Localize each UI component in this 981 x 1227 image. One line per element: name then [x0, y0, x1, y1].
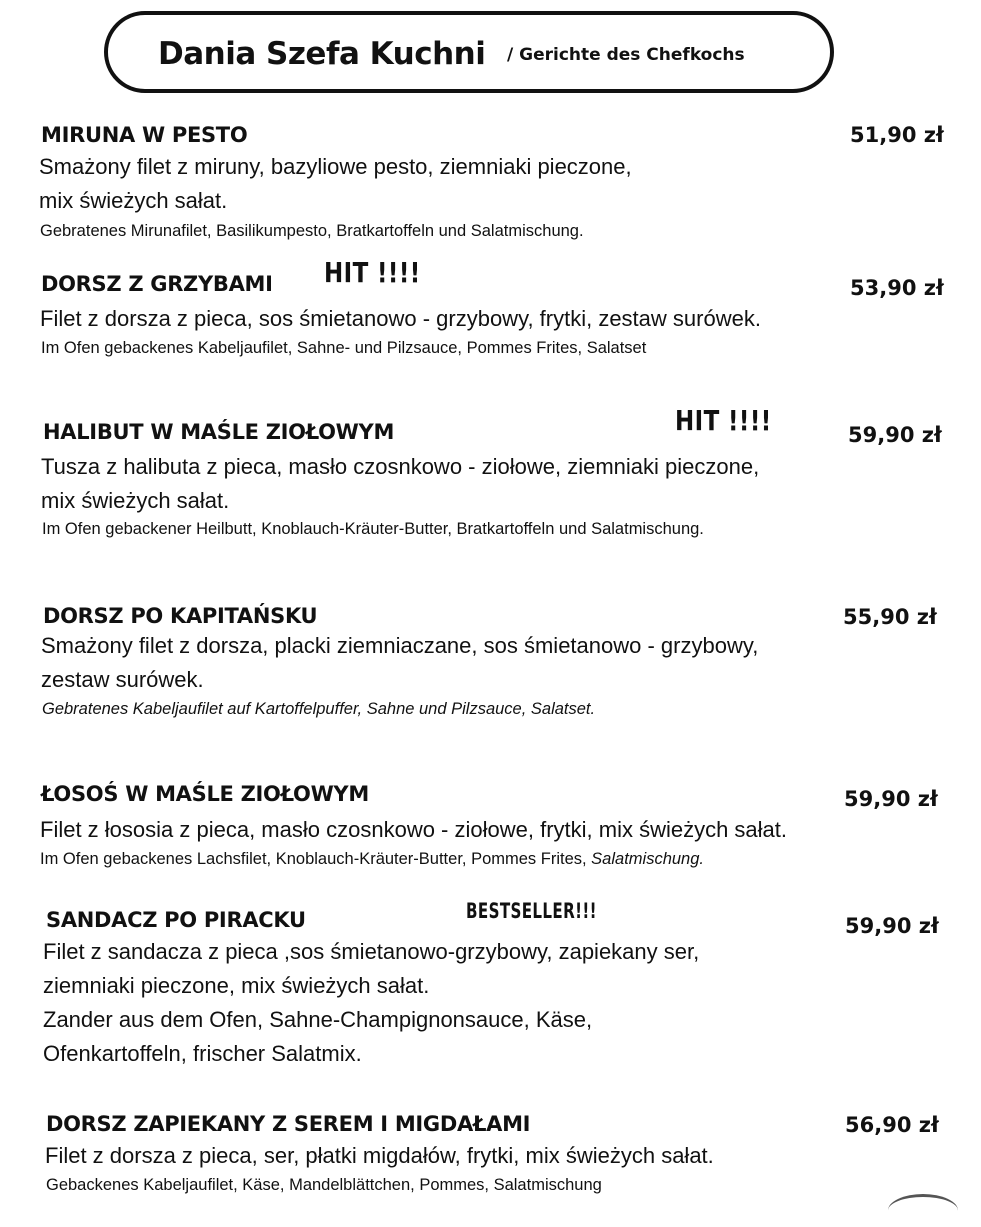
dish-translation: Gebratenes Kabeljaufilet auf Kartoffelpuffer, Sahne und Pilzsauce, Salatset. [42, 700, 596, 718]
description-line: Tusza z halibuta z pieca, masło czosnkowo - ziołowe, ziemniaki pieczone, [41, 454, 760, 479]
dish-name: MIRUNA W PESTO [41, 123, 248, 147]
dish-price: 56,90 zł [845, 1113, 939, 1137]
dish-name: ŁOSOŚ W MAŚLE ZIOŁOWYM [41, 782, 369, 806]
dish-price: 59,90 zł [848, 423, 942, 447]
dish-price: 55,90 zł [843, 605, 937, 629]
dish-translation: Gebackenes Kabeljaufilet, Käse, Mandelblättchen, Pommes, Salatmischung [46, 1176, 602, 1194]
dish-name: SANDACZ PO PIRACKU [46, 908, 306, 932]
description-line: mix świeżych sałat. [39, 188, 228, 213]
description-line: mix świeżych sałat. [41, 488, 230, 513]
hit-badge: HIT !!!! [324, 256, 421, 289]
dish-price: 53,90 zł [850, 276, 944, 300]
decorative-arc [888, 1194, 958, 1227]
dish-translation: Gebratenes Mirunafilet, Basilikumpesto, Bratkartoffeln und Salatmischung. [40, 222, 584, 240]
dish-description [41, 629, 758, 697]
dish-description [41, 450, 759, 518]
bestseller-badge: BESTSELLER!!! [466, 899, 597, 923]
description-line: Zander aus dem Ofen, Sahne-Champignonsauce, Käse, [43, 1007, 593, 1032]
description-line: Smażony filet z dorsza, placki ziemniaczane, sos śmietanowo - grzybowy, [41, 633, 759, 658]
dish-name: DORSZ PO KAPITAŃSKU [43, 604, 318, 628]
dish-translation: Im Ofen gebackenes Kabeljaufilet, Sahne- und Pilzsauce, Pommes Frites, Salatset [41, 339, 647, 357]
page-title: Dania Szefa Kuchni [158, 36, 486, 72]
dish-price: 59,90 zł [845, 914, 939, 938]
description-line: zestaw surówek. [41, 667, 204, 692]
dish-description [45, 1139, 714, 1173]
translation-text: Im Ofen gebackenes Lachsfilet, Knoblauch-Kräuter-Butter, Pommes Frites, [40, 850, 587, 868]
dish-translation: Im Ofen gebackener Heilbutt, Knoblauch-Kräuter-Butter, Bratkartoffeln und Salatmischung. [42, 520, 704, 538]
description-line: Ofenkartoffeln, frischer Salatmix. [43, 1041, 362, 1066]
dish-name: HALIBUT W MAŚLE ZIOŁOWYM [43, 420, 395, 444]
description-line: Filet z dorsza z pieca, sos śmietanowo - grzybowy, frytki, zestaw surówek. [40, 306, 761, 331]
dish-description [39, 150, 632, 218]
dish-name: DORSZ Z GRZYBAMI [41, 272, 273, 296]
description-line: Filet z sandacza z pieca ,sos śmietanowo-grzybowy, zapiekany ser, [43, 939, 700, 964]
hit-badge: HIT !!!! [675, 404, 772, 437]
dish-name: DORSZ ZAPIEKANY Z SEREM I MIGDAŁAMI [46, 1112, 531, 1136]
dish-price: 59,90 zł [844, 787, 938, 811]
description-line: ziemniaki pieczone, mix świeżych sałat. [43, 973, 430, 998]
dish-price: 51,90 zł [850, 123, 944, 147]
translation-text-italic: Salatmischung. [586, 850, 704, 868]
description-line: Filet z dorsza z pieca, ser, płatki migdałów, frytki, mix świeżych sałat. [45, 1143, 714, 1168]
dish-translation [40, 850, 704, 869]
description-line: Filet z łososia z pieca, masło czosnkowo - ziołowe, frytki, mix świeżych sałat. [40, 817, 788, 842]
dish-description [40, 302, 761, 336]
description-line: Smażony filet z miruny, bazyliowe pesto, ziemniaki pieczone, [39, 154, 632, 179]
dish-description [43, 935, 699, 1071]
page-subtitle: / Gerichte des Chefkochs [507, 45, 745, 65]
dish-description [40, 813, 787, 847]
